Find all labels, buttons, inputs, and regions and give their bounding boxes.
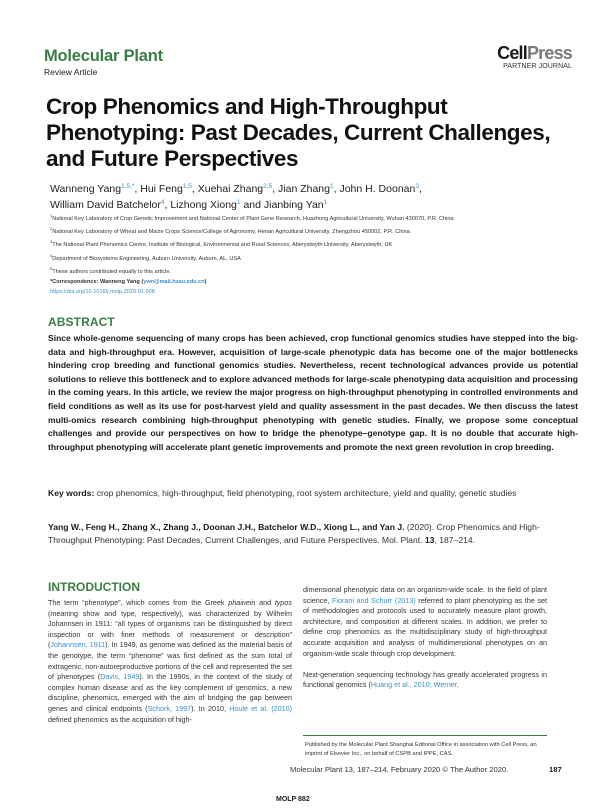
author-affiliation-marker[interactable]: 2,5: [263, 183, 273, 190]
logo-press-text: Press: [526, 43, 572, 63]
introduction-left-column: [48, 598, 292, 725]
abstract-heading: ABSTRACT: [48, 315, 115, 329]
correspondence: [50, 277, 580, 287]
citation-pages: , 187–214.: [434, 535, 476, 545]
logo-subtitle: PARTNER JOURNAL: [503, 63, 572, 70]
article-title: Crop Phenomics and High-Throughput Phenotyping: Past Decades, Current Challenges, and Future Perspectives: [46, 94, 551, 171]
author-list: [50, 180, 580, 212]
author-name: Xuehai Zhang: [197, 183, 264, 195]
journal-name: Molecular Plant: [44, 47, 163, 65]
affiliation-text: National Key Laboratory of Wheat and Maize Crops Science/College of Agronomy, Henan Agricultural University, Zhengzhou 450002, P.R. China: [52, 229, 410, 236]
doi-link[interactable]: https://doi.org/10.1016/j.molp.2020.01.008: [50, 289, 155, 296]
affiliation-marker: 4: [50, 252, 53, 258]
reference-link[interactable]: Houle et al. (2010): [229, 703, 292, 713]
reference-link[interactable]: Huang et al., 2010; Werner,: [370, 680, 459, 690]
introduction-right-column: [303, 585, 547, 702]
affiliation-marker: 1: [50, 213, 53, 218]
affiliation-item: [50, 237, 580, 250]
citation-text: (2020). Crop Phenomics and High-Throughput Phenotyping: Past Decades, Current Challenges, and Future Perspectives. Mol. Plant.: [48, 522, 540, 545]
author-affiliation-marker[interactable]: 1,5,*: [121, 183, 135, 190]
text-run: and: [255, 598, 275, 607]
affiliation-text: The National Plant Phenomics Centre, Institute of Biological, Environmental and Rural Sciences, Aberystwyth University, Aberystwyth, UK: [52, 242, 393, 249]
reference-link[interactable]: Davis, 1949: [100, 672, 140, 682]
author-name: Lizhong Xiong: [170, 199, 237, 211]
paragraph: [303, 670, 547, 691]
author-affiliation-marker[interactable]: 4: [160, 199, 165, 206]
author-separator: ,: [164, 199, 171, 211]
logo-cell-text: Cell: [497, 43, 527, 63]
author-name: William David Batchelor: [50, 199, 161, 211]
affiliation-item: [50, 211, 580, 224]
author-separator: ,: [333, 183, 340, 195]
author-affiliation-marker[interactable]: 1: [323, 199, 328, 206]
keywords-text: crop phenomics, high-throughput, field phenotyping, root system architecture, yield and quality, genetic studies: [94, 488, 517, 498]
citation: [48, 521, 548, 547]
page-number: 187: [549, 765, 562, 774]
text-run: dimensional phenotypic data on an organism-wide scale. In the field of plant science,: [303, 585, 547, 605]
cellpress-logo: [480, 44, 572, 70]
affiliation-text: Department of Biosystems Engineering, Auburn University, Auburn, AL, USA: [52, 255, 241, 262]
text-run: ). In 1949, as genome was defined as the material basis of the genotype, the term “phenome” was first defined as the sum total of extragenic, non-autoreproductive portions of the cell and represented the set of phenotypes (: [48, 640, 292, 682]
text-run: (meaning show and type, respectively), was characterized by Wilhelm Johannsen in 1911: “all types of organisms can be distinguished by direct inspection or with finer methods of measurement or description” (: [48, 608, 292, 650]
author-name: Wanneng Yang: [50, 183, 122, 195]
correspondence-close: ): [204, 279, 207, 286]
affiliation-marker: 5: [50, 265, 53, 271]
author-affiliation-marker[interactable]: 1,5: [182, 183, 192, 190]
author-separator: and: [240, 199, 264, 211]
author-name: Jianbing Yan: [263, 199, 324, 211]
author-separator: ,: [134, 183, 141, 195]
affiliation-item: [50, 264, 580, 277]
text-run: ). In 2010,: [191, 703, 230, 713]
author-name: Jian Zhang: [278, 183, 330, 195]
citation-authors: Yang W., Feng H., Zhang X., Zhang J., Doonan J.H., Batchelor W.D., Xiong L., and Yan J.: [48, 522, 405, 532]
footer-divider: [303, 735, 547, 736]
italic-term: typos: [274, 598, 292, 607]
abstract-text: Since whole-genome sequencing of many crops has been achieved, crop functional genomics studies have stepped into the big-data and high-throughput era. However, acquisition of large-scale phenotypic data has become one of the major bottlenecks hindering crop breeding and functional genomics studies. Nevertheless, recent technological advances provide us potential solutions to relieve this bottleneck and to explore advanced methods for large-scale phenotyping data acquisition and processing in the coming years. In this article, we review the major progress on high-throughput phenotyping in controlled environments and field conditions as well as its use for post-harvest yield and quality assessment in the past decades. We then discuss the latest multi-omics research combining high-throughput phenotyping with genetic studies. Finally, we propose some conceptual challenges and provide our perspectives on how to bridge the phenotype–genotype gap. It is no double that accurate high-throughput phenotyping will accelerate plant genetic improvements and promote the next green revolution in crop breeding.: [48, 333, 578, 452]
keywords: [48, 487, 578, 500]
correspondence-label: *Correspondence: Wanneng Yang (: [50, 279, 144, 286]
text-run: Next-generation sequencing technology has greatly accelerated progress in functional genomics (: [303, 669, 547, 690]
paragraph: [303, 585, 547, 659]
author-affiliation-marker[interactable]: 3: [415, 183, 419, 190]
author-separator: ,: [272, 183, 279, 195]
author-separator: ,: [191, 183, 198, 195]
correspondence-email-link[interactable]: ywn@mail.hzau.edu.cn: [143, 279, 205, 286]
author-separator: ,: [418, 183, 422, 195]
affiliations: [50, 211, 580, 297]
affiliation-item: [50, 251, 580, 264]
reference-link[interactable]: Johannsen, 1911: [50, 640, 106, 650]
affiliation-marker: 3: [50, 239, 53, 245]
author-affiliation-marker[interactable]: 1: [329, 183, 334, 190]
affiliation-list: [50, 211, 580, 277]
text-run: defined phenomics as the acquisition of high-: [48, 714, 192, 724]
italic-term: phainein: [228, 598, 256, 607]
affiliation-text: National Key Laboratory of Crop Genetic Improvement and National Center of Plant Gene Research, Huazhong Agricultural University, Wuhan 430070, P.R. China: [52, 216, 454, 222]
reference-link[interactable]: Fiorani and Schurr (2013): [331, 595, 416, 605]
affiliation-text: These authors contributed equally to this article.: [52, 268, 172, 275]
publisher-note: Published by the Molecular Plant Shanghai Editorial Office in association with Cell Press, an imprint of Elsevier Inc., on behalf of CSPB and IPPE, CAS.: [305, 742, 537, 757]
citation-volume: 13: [424, 535, 435, 545]
manuscript-id: MOLP 882: [276, 796, 310, 803]
journal-footer-line: Molecular Plant 13, 187–214, February 2020 © The Author 2020.: [290, 765, 509, 774]
affiliation-item: [50, 224, 580, 237]
keywords-label: Key words:: [48, 488, 95, 498]
reference-link[interactable]: Schork, 1997: [147, 703, 192, 713]
affiliation-marker: 2: [50, 226, 53, 232]
text-run: referred to plant phenotyping as the set of methodologies and protocols used to accurately measure plant growth, architecture, and composition at different scales. In addition, we prefer to define crop phenomics as the multidisciplinary study of high-throughput accurate acquisition and analysis of multidimensional phenotypes on an organism-wide scale through crop development.: [303, 595, 548, 658]
paragraph: [48, 598, 292, 725]
author-name: John H. Doonan: [339, 183, 416, 195]
author-name: Hui Feng: [140, 183, 183, 195]
article-type: Review Article: [44, 67, 98, 77]
introduction-heading: INTRODUCTION: [48, 580, 140, 594]
text-run: ). In the 1990s, in the context of the study of complex human disease and as the key complement of genomics, a new discipline, phenomics, emerged with the aim of bridging the gap between genes and clinical endpoints (: [48, 672, 292, 713]
text-run: The term “phenotype”, which comes from the Greek: [48, 598, 229, 607]
author-affiliation-marker[interactable]: 1: [236, 199, 241, 206]
